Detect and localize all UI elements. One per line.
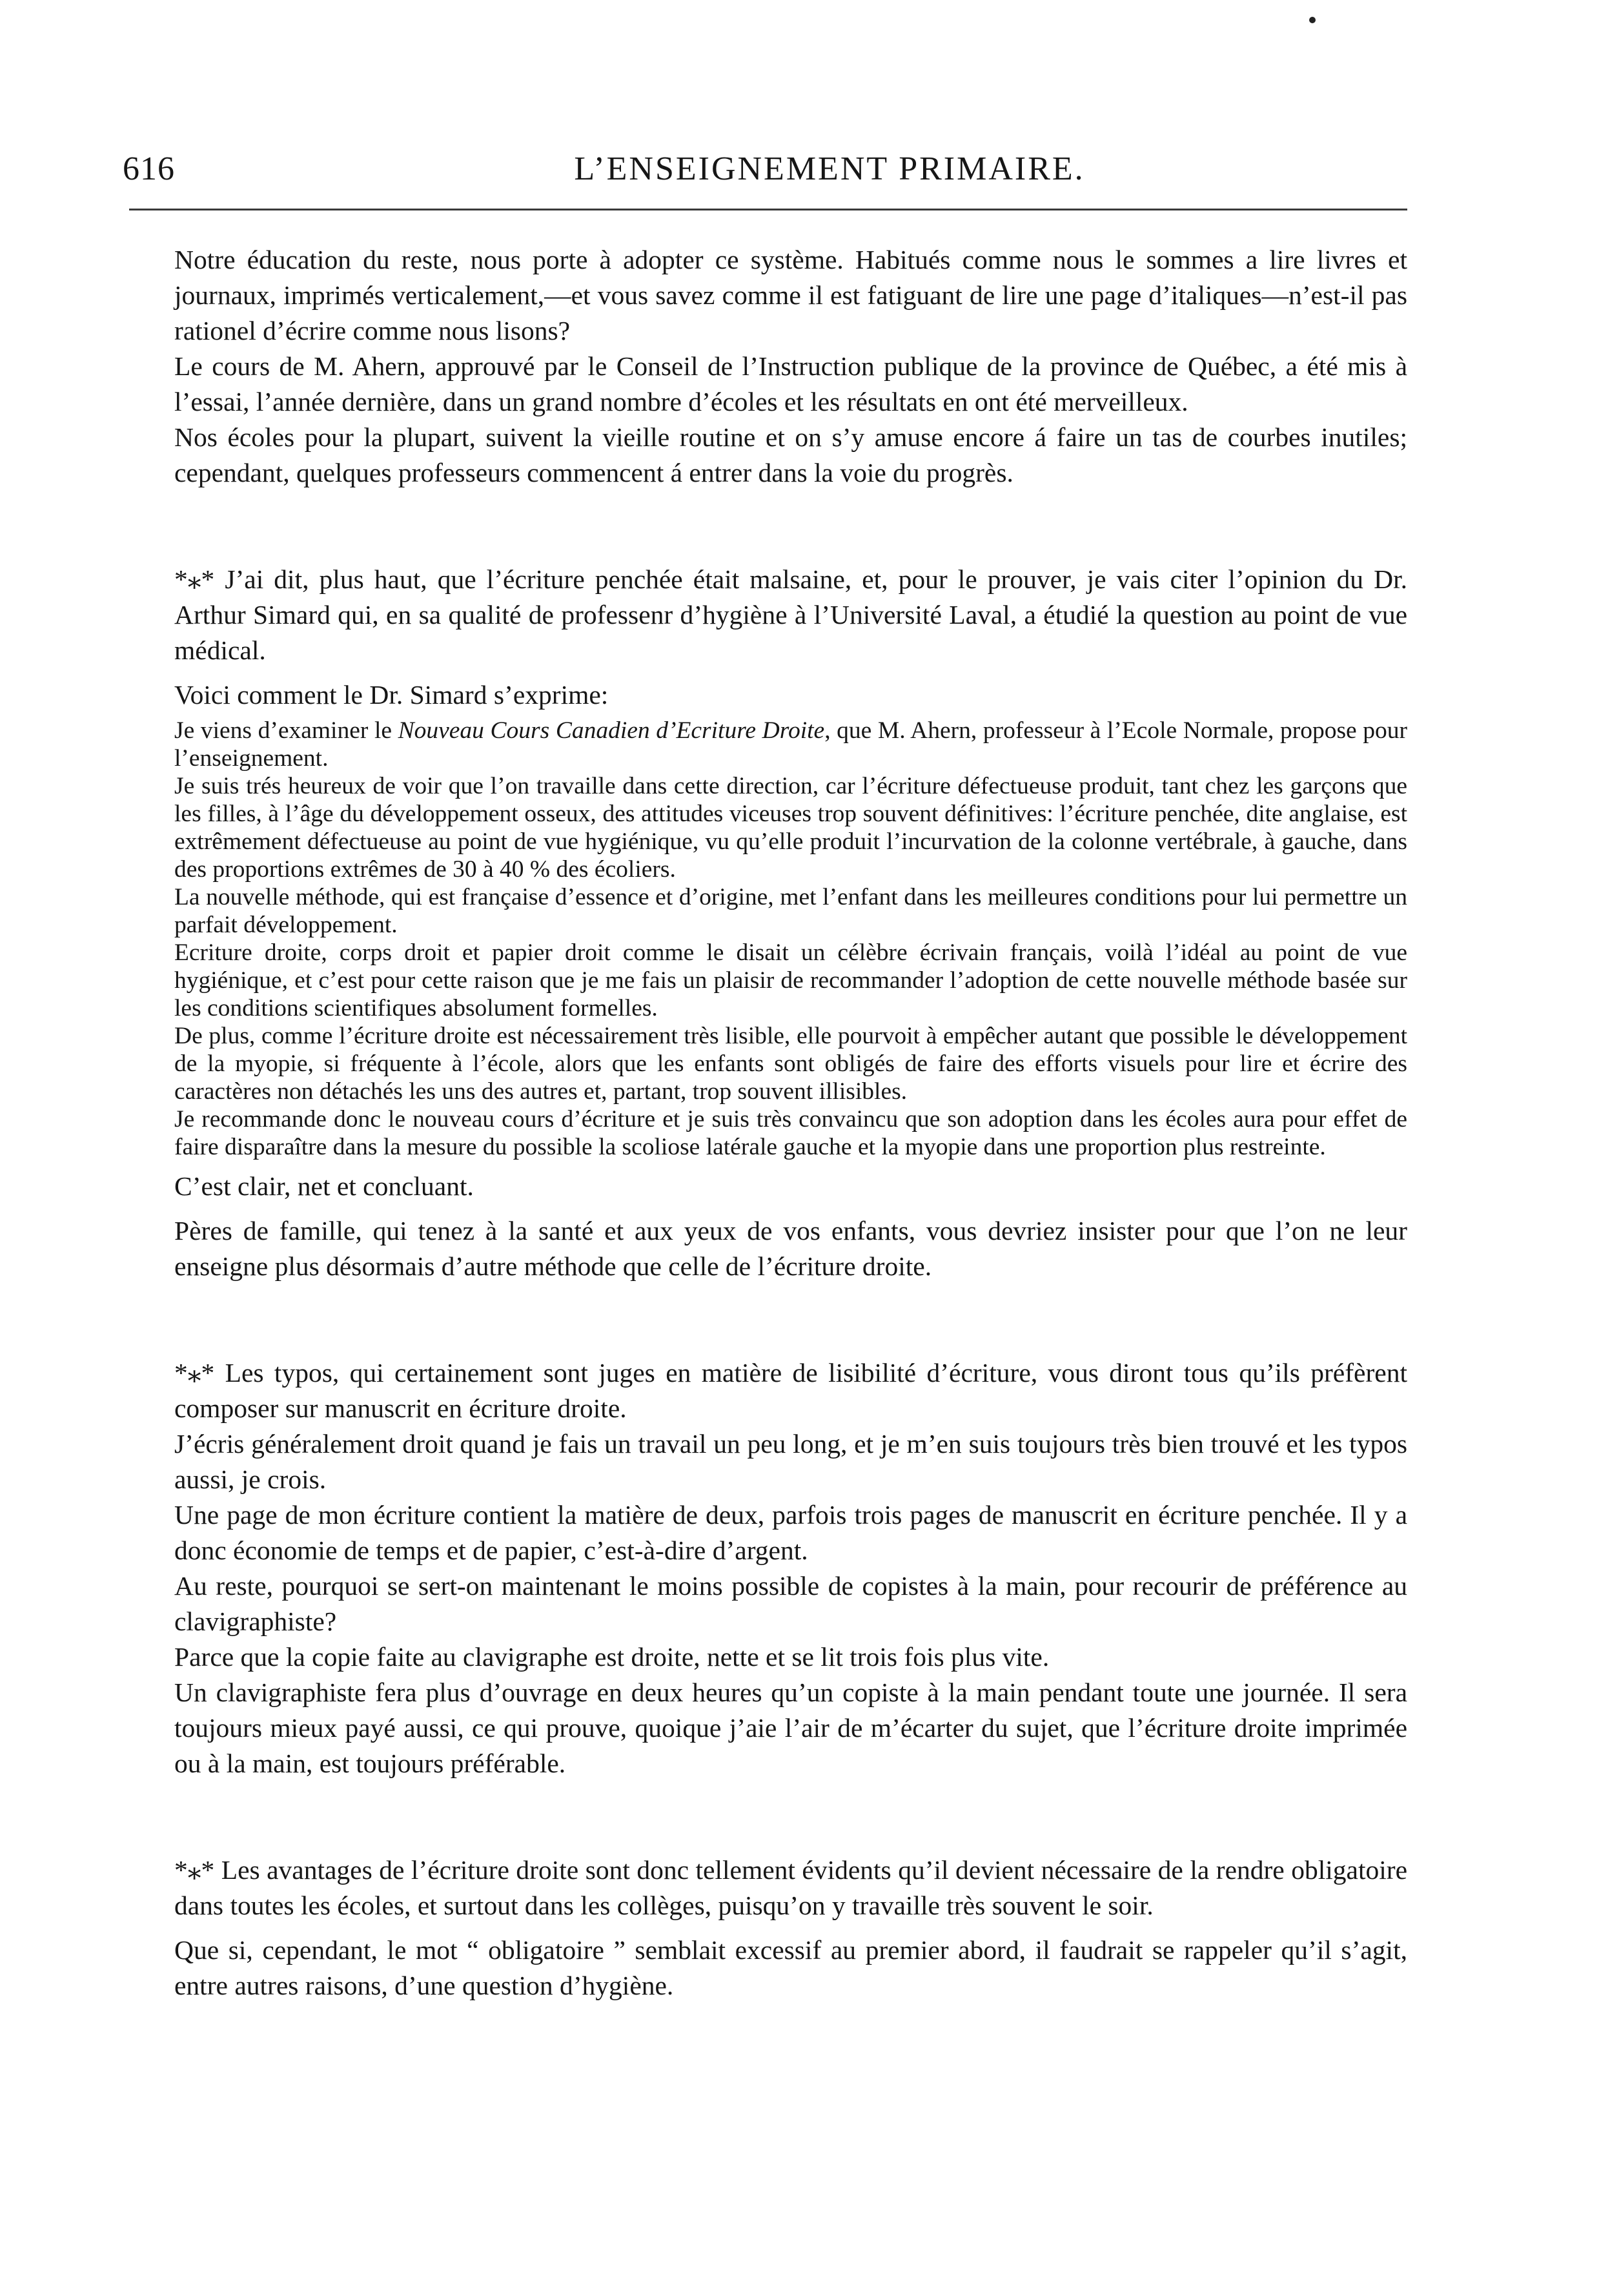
paragraph-gap (174, 1204, 1407, 1213)
quote-text: , que M. Ahern, professeur à l’Ecole Normale, propose pour l’enseignement. (174, 717, 1408, 772)
paragraph: *⁎* Les typos, qui certainement sont juges en matière de lisibilité d’écriture, vous diront tous qu’ils préfèrent composer sur manuscrit en écriture droite. (174, 1358, 1407, 1423)
page-number: 616 (123, 150, 175, 187)
quote-text: Je viens d’examiner le (174, 717, 398, 744)
page-header (123, 150, 1414, 201)
quote-paragraph: Je suis trés heureux de voir que l’on travaille dans cette direction, car l’écriture défectueuse produit, tant chez les garçons que les filles, à l’âge du développement osseux, des attitudes viceuses trop souvent définitives: l’écriture penchée, dite anglaise, est extrêmement défectueuse au point de vue hygiénique, vu qu’elle produit l’incurvation de la colonne vertébrale, à gauche, dans des proportions extrêmes de 30 à 40 % des écoliers. (174, 773, 1407, 883)
paragraph-gap (174, 668, 1407, 677)
paragraph-gap (174, 1923, 1407, 1932)
section-gap (174, 491, 1407, 562)
paragraph: Pères de famille, qui tenez à la santé et aux yeux de vos enfants, vous devriez insister pour que l’on ne leur enseigne plus désormais d’autre méthode que celle de l’écriture droite. (174, 1216, 1407, 1281)
paragraph: C’est clair, net et concluant. (174, 1171, 474, 1201)
paragraph: Notre éducation du reste, nous porte à adopter ce système. Habitués comme nous le sommes a lire livres et journaux, imprimés verticalement,—et vous savez comme il est fatiguant de lire une page d’italiques—n’est-il pas rationel d’écrire comme nous lisons? (174, 245, 1407, 345)
paragraph: Le cours de M. Ahern, approuvé par le Conseil de l’Instruction publique de la province de Québec, a été mis à l’essai, l’année dernière, dans un grand nombre d’écoles et les résultats en ont été merveilleux. (174, 351, 1407, 416)
paragraph: *⁎* Les avantages de l’écriture droite sont donc tellement évidents qu’il devient nécessaire de la rendre obligatoire dans toutes les écoles, et surtout dans les collèges, puisqu’on y travaille très souvent le soir. (174, 1855, 1407, 1920)
paragraph: *⁎* J’ai dit, plus haut, que l’écriture penchée était malsaine, et, pour le prouver, je vais citer l’opinion du Dr. Arthur Simard qui, en sa qualité de professenr d’hygiène à l’Université Laval, a étudié la question au point de vue médical. (174, 564, 1407, 665)
paragraph: Voici comment le Dr. Simard s’exprime: (174, 680, 609, 710)
quote-paragraph: La nouvelle méthode, qui est française d’essence et d’origine, met l’enfant dans les meilleures conditions pour lui permettre un parfait développement. (174, 884, 1407, 938)
quote-paragraph: Ecriture droite, corps droit et papier droit comme le disait un célèbre écrivain français, voilà l’idéal au point de vue hygiénique, et c’est pour cette raison que je me fais un plaisir de recommander l’adoption de cette nouvelle méthode basée sur les conditions scientifiques absolument formelles. (174, 939, 1407, 1021)
ink-speck (1309, 17, 1316, 23)
paragraph: Un clavigraphiste fera plus d’ouvrage en deux heures qu’un copiste à la main pendant toute une journée. Il sera toujours mieux payé aussi, ce qui prouve, quoique j’aie l’air de m’écarter du sujet, que l’écriture droite imprimée ou à la main, est toujours préférable. (174, 1677, 1407, 1778)
paragraph: Nos écoles pour la plupart, suivent la vieille routine et on s’y amuse encore á faire un tas de courbes inutiles; cependant, quelques professeurs commencent á entrer dans la voie du progrès. (174, 422, 1407, 487)
quote-paragraph: De plus, comme l’écriture droite est nécessairement très lisible, elle pourvoit à empêcher autant que possible le développement de la myopie, si fréquente à l’école, alors que les enfants sont obligés de faire des efforts visuels pour lire et écrire des caractères non détachés les uns des autres et, partant, trop souvent illisibles. (174, 1023, 1407, 1105)
page-body (174, 242, 1407, 2004)
header-rule (129, 209, 1407, 210)
paragraph: Parce que la copie faite au clavigraphe est droite, nette et se lit trois fois plus vite. (174, 1642, 1050, 1672)
quote-paragraph: Je recommande donc le nouveau cours d’écriture et je suis très convaincu que son adoption dans les écoles aura pour effet de faire disparaître dans la mesure du possible la scoliose latérale gauche et la myopie dans une proportion plus restreinte. (174, 1106, 1407, 1160)
section-gap (174, 1284, 1407, 1355)
paragraph: Une page de mon écriture contient la matière de deux, parfois trois pages de manuscrit en écriture penchée. Il y a donc économie de temps et de papier, c’est-à-dire d’argent. (174, 1500, 1407, 1565)
running-title: L’ENSEIGNEMENT PRIMAIRE. (574, 150, 1085, 187)
section-gap (174, 1781, 1407, 1852)
quotation (174, 717, 1407, 1161)
paragraph: J’écris généralement droit quand je fais un travail un peu long, et je m’en suis toujours très bien trouvé et les typos aussi, je crois. (174, 1429, 1407, 1494)
paragraph: Au reste, pourquoi se sert-on maintenant le moins possible de copistes à la main, pour recourir de préférence au clavigraphiste? (174, 1571, 1407, 1636)
book-title: Nouveau Cours Canadien d’Ecriture Droite (398, 717, 825, 744)
quote-paragraph (174, 717, 1407, 772)
paragraph: Que si, cependant, le mot “ obligatoire ” semblait excessif au premier abord, il faudrait se rappeler qu’il s’agit, entre autres raisons, d’une question d’hygiène. (174, 1935, 1407, 2000)
